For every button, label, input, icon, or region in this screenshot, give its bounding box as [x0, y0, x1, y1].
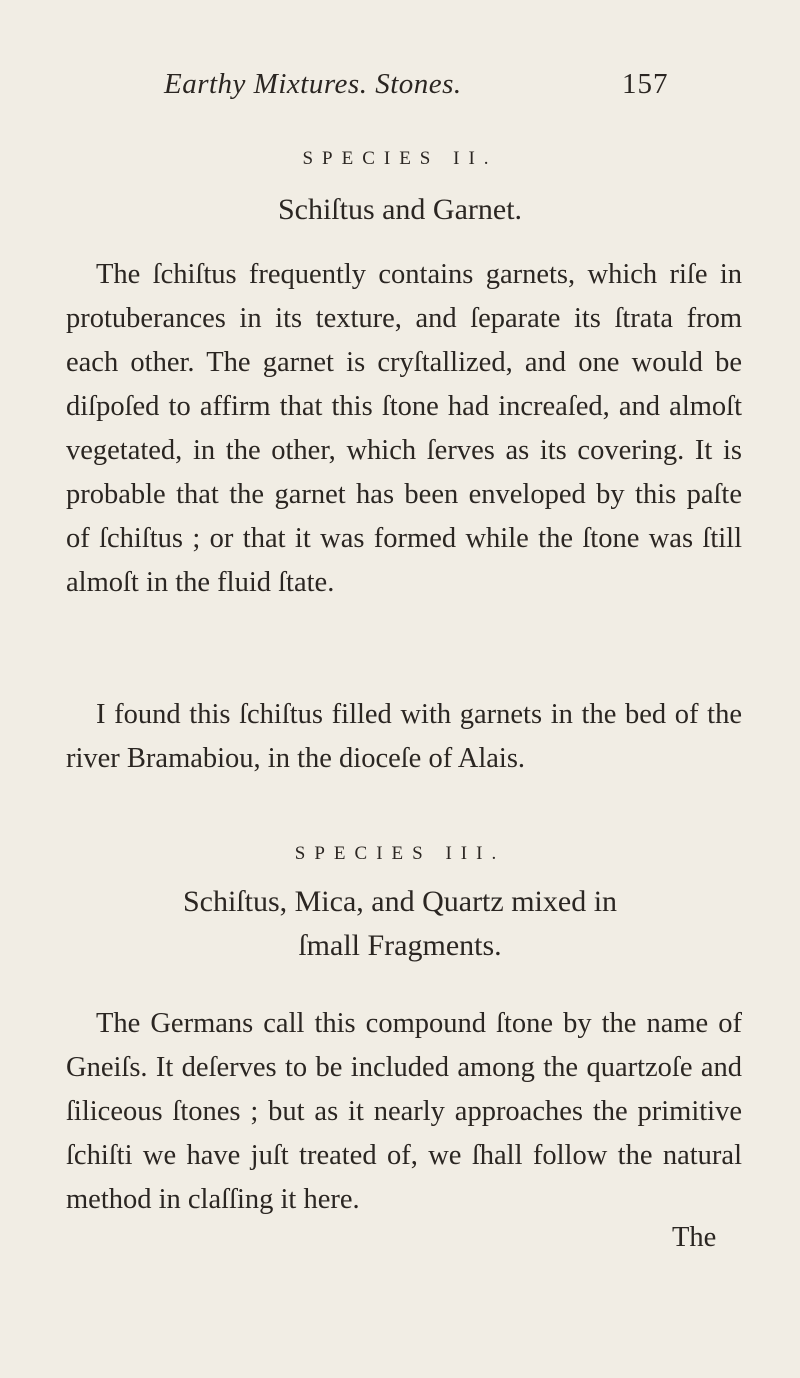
species-heading-3: SPECIES III. — [294, 843, 506, 864]
page-header — [0, 68, 800, 108]
paragraph — [66, 1002, 742, 1222]
paragraph-text: The Germans call this compound ſtone by the name of Gneiſs. It deſerves to be included among the quartzoſe and ſiliceous ſtones ; but as it nearly approaches the primitive ſchiſti we have juſt treated of, we ſhall follow the natural method in claſſing it here. — [66, 1008, 742, 1215]
page-number: 157 — [622, 68, 669, 100]
paragraph-text: I found this ſchiſtus filled with garnets in the bed of the river Bramabiou, in the dioceſe of Alais. — [66, 699, 742, 774]
species-heading-2: SPECIES II. — [302, 148, 498, 169]
paragraph-text: The ſchiſtus frequently contains garnets, which riſe in protuberances in its texture, and ſeparate its ſtrata from each other. The garnet is cryſtallized, and one would be diſpoſed to affirm that this ſtone had increaſed, and almoſt vegetated, in the other, which ſerves as its covering. It is probable that the garnet has been enveloped by this paſte of ſchiſtus ; or that it was formed while the ſtone was ſtill almoſt in the fluid ſtate. — [66, 259, 742, 598]
paragraph — [66, 253, 742, 605]
paragraph — [66, 693, 742, 781]
section-title-2: Schiſtus and Garnet. — [277, 193, 523, 226]
section-title-3: Schiſtus, Mica, and Quartz mixed in ſmall Fragments. — [182, 885, 618, 962]
catchword: The — [672, 1222, 717, 1253]
running-head: Earthy Mixtures. Stones. — [164, 68, 462, 100]
